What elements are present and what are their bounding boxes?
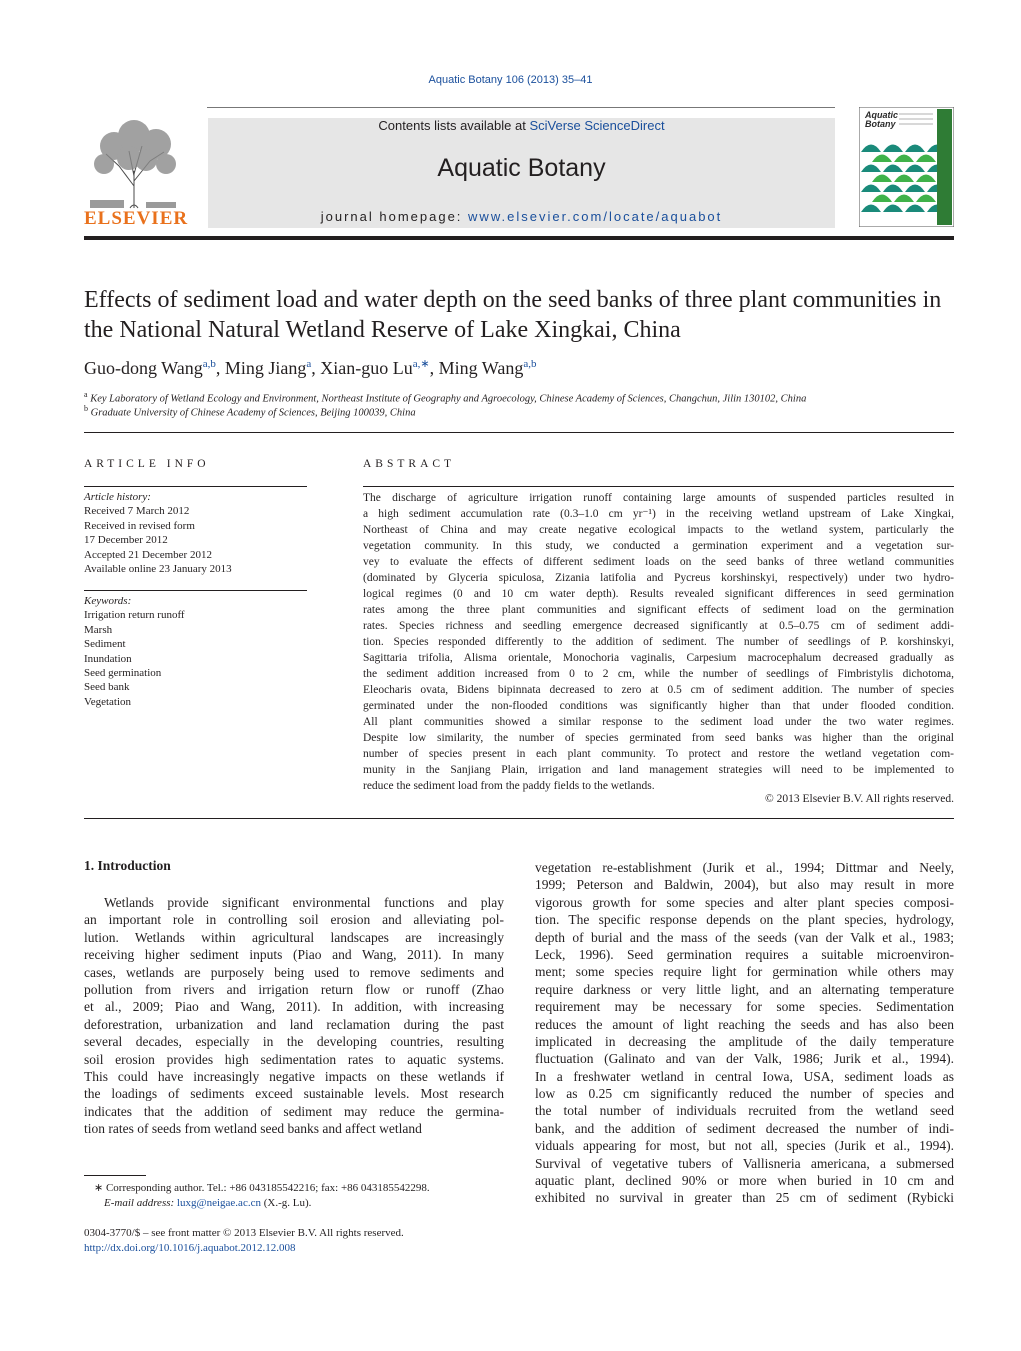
email-line: [84, 1196, 430, 1211]
keyword: Vegetation: [84, 695, 132, 708]
keywords-block: [84, 594, 307, 709]
author-name: Ming Jiang: [224, 358, 307, 378]
doi-link[interactable]: http://dx.doi.org/10.1016/j.aquabot.2012.12.008: [84, 1242, 296, 1254]
copyright-notice: © 2013 Elsevier B.V. All rights reserved.: [765, 793, 954, 805]
journal-reference[interactable]: Aquatic Botany 106 (2013) 35–41: [428, 74, 593, 86]
body-line: exhibited no survival in greater than 25 cm of sediment (Rybicki: [535, 1190, 954, 1206]
abstract-line: the sediment addition increased from 0 to 2 cm, while the number of seedlings of Fimbristylis dichotoma,: [363, 668, 954, 680]
affiliation-a: [84, 390, 806, 405]
header-thick-rule: [84, 236, 954, 240]
sciencedirect-link[interactable]: SciVerse ScienceDirect: [529, 118, 665, 133]
author-separator: ,: [215, 358, 225, 378]
body-line: viduals appearing for most, but not all, species (Jurik et al., 1994).: [535, 1138, 954, 1154]
body-line: Leck, 1996). Seed germination requires a suitable microenviron-: [535, 946, 954, 962]
body-line: several decades, especially in the developing countries, resulting: [84, 1034, 504, 1050]
article-history: [84, 490, 307, 576]
history-entry: Received in revised form: [84, 519, 195, 532]
body-line: vigorous growth for some species and alter plant species composi-: [535, 894, 954, 910]
body-line: an important role in controlling soil erosion and alleviating pol-: [84, 912, 504, 928]
abstract-line: (dominated by Glyceria spiculosa, Zizania latifolia and Pycreus korshinskyi, respectively) under two hydro-: [363, 572, 954, 584]
history-entry: 17 December 2012: [84, 534, 168, 547]
abstract-bottom-rule: [84, 818, 954, 819]
keywords-rule: [84, 590, 307, 591]
abstract-line: Northeast of China and may create negative ecological impacts to the wetland system, particularly the: [363, 524, 954, 536]
author-separator: ,: [311, 358, 321, 378]
body-line: ment; some species require light for germination while others may: [535, 964, 954, 980]
keyword: Sediment: [84, 638, 126, 651]
body-line: vegetation re-establishment (Jurik et al., 1994; Dittmar and Neely,: [535, 860, 954, 875]
abstract-line: logical regimes (0 and 10 cm water depth). Results revealed significant differences in seed germination: [363, 588, 954, 600]
body-line: 1999; Peterson and Baldwin, 2004), but also may result in more: [535, 877, 954, 893]
issn-line: 0304-3770/$ – see front matter © 2013 Elsevier B.V. All rights reserved.: [84, 1227, 404, 1239]
body-line: fluctuation (Galinato and van der Valk, 1986; Jurik et al., 1994).: [535, 1051, 954, 1067]
contents-line: [208, 118, 835, 133]
homepage-line: [208, 209, 835, 224]
abstract-heading: ABSTRACT: [363, 458, 456, 470]
keyword: Irrigation return runoff: [84, 609, 185, 622]
body-line: tion rates of seeds from wetland seed banks and affect wetland: [84, 1121, 422, 1137]
body-line: aquatic plant, declined 90% or more when buried in 10 cm and: [535, 1173, 954, 1189]
body-line: This could have increasingly negative impacts on these wetlands if: [84, 1068, 504, 1084]
abstract-line: munity in the Sanjiang Plain, irrigation and land management strategies will need to be implemented to: [363, 764, 954, 776]
keyword: Seed germination: [84, 667, 162, 680]
keywords-label: Keywords:: [84, 595, 132, 607]
elsevier-wordmark: ELSEVIER: [84, 208, 189, 229]
contents-prefix: Contents lists available at: [378, 118, 530, 133]
author-name: Ming Wang: [438, 358, 524, 378]
abstract-line: vey to evaluate the effects of different sediment loads on the seed banks of three wetland communities: [363, 556, 954, 568]
body-line: lution. Wetlands within agricultural landscapes are increasingly: [84, 929, 504, 945]
body-line: the loadings of sediments exceed sustainable levels. Most research: [84, 1086, 504, 1102]
keyword: Inundation: [84, 652, 132, 665]
abstract-line: The discharge of agriculture irrigation runoff containing large amounts of suspended particles resulted in: [363, 492, 954, 504]
affiliation-mark: a: [84, 390, 88, 399]
footnote: [84, 1181, 430, 1211]
body-line: depth of burial and the mass of the seeds (van der Valk et al., 1983;: [535, 929, 954, 945]
abstract-line: rates among the three plant communities and significant effects of sediment load on the germination: [363, 604, 954, 616]
history-entry: Accepted 21 December 2012: [84, 548, 212, 561]
abstract-line: All plant communities showed a similar response to the sediment load under the two water regimes.: [363, 716, 954, 728]
body-line: et al., 2009; Piao and Wang, 2011). In addition, with increasing: [84, 999, 504, 1015]
history-label: Article history:: [84, 491, 151, 503]
body-column-left: [84, 894, 504, 1137]
affiliation-b: [84, 404, 416, 419]
homepage-label: journal homepage:: [320, 209, 469, 224]
body-line: require darkness or very little light, and an alternating temperature: [535, 981, 954, 997]
body-line: Wetlands provide significant environmental functions and play: [104, 895, 504, 910]
body-line: reduces the amount of light reaching the seeds and has also been: [535, 1016, 954, 1032]
abstract-line: a high sediment accumulation rate (0.3–1.0 cm yr⁻¹) in the receiving wetland upstream of Lake Xingkai,: [363, 508, 954, 520]
article-info-rule: [84, 486, 307, 487]
body-line: soil erosion provides high sedimentation rates to aquatic systems.: [84, 1051, 504, 1067]
article-info-heading: ARTICLE INFO: [84, 458, 210, 470]
abstract-line: Eleocharis ovata, Bidens bipinnata decreased to zero at 0.5 cm of sediment addition. The number of species: [363, 684, 954, 696]
author-affiliation-mark[interactable]: a: [306, 358, 312, 370]
homepage-link[interactable]: www.elsevier.com/locate/aquabot: [468, 209, 723, 224]
author-affiliation-mark[interactable]: a,∗: [412, 358, 430, 370]
author-name: Xian-guo Lu: [320, 358, 413, 378]
body-line: requirement may be necessary for some species. Sedimentation: [535, 999, 954, 1015]
abstract-rule: [363, 486, 954, 487]
body-line: Survival of vegetative tubers of Vallisneria americana, a submersed: [535, 1155, 954, 1171]
email-label: E-mail address:: [104, 1197, 177, 1209]
author-name: Guo-dong Wang: [84, 358, 203, 378]
abstract-line: number of species present in each plant community. To protect and restore the wetland vegetation com-: [363, 748, 954, 760]
body-line: indicates that the addition of sediment may reduce the germina-: [84, 1103, 504, 1119]
abstract-text: [363, 490, 954, 794]
header-rule: [207, 107, 835, 108]
history-list: [84, 504, 307, 576]
author-list: [84, 357, 536, 379]
article-title: Effects of sediment load and water depth on the seed banks of three plant communities in the National Natural Wetland Reserve of Lake Xingkai, China: [84, 287, 942, 343]
author-affiliation-mark[interactable]: a,b: [202, 358, 216, 370]
body-line: receiving higher sediment inputs (Piao and Wang, 2011). In many: [84, 947, 504, 963]
section-rule: [84, 432, 954, 433]
body-line: bank, and the addition of sediment decreased the number of indi-: [535, 1120, 954, 1136]
history-entry: Received 7 March 2012: [84, 505, 190, 518]
introduction-heading: 1. Introduction: [84, 858, 171, 873]
body-line: low as 0.25 cm significantly reduced the number of species and: [535, 1086, 954, 1102]
cover-title: [865, 111, 898, 129]
body-line: cases, wetlands are purposely being used to remove sediments and: [84, 964, 504, 980]
cover-title-line-1: Aquatic: [865, 110, 899, 120]
abstract-line: Despite low similarity, the number of species germinated from seed banks was higher than the original: [363, 732, 954, 744]
abstract-line: tion. Species responded differently to the addition of sediment. The number of seedlings of P. korshinskyi,: [363, 636, 954, 648]
journal-title: Aquatic Botany: [437, 154, 606, 182]
author-affiliation-mark[interactable]: a,b: [523, 358, 537, 370]
cover-title-line-2: Botany: [865, 119, 896, 129]
abstract-line: vegetation community. In this study, we conducted a germination experiment and a vegetation sur-: [363, 540, 954, 552]
history-entry: Available online 23 January 2013: [84, 563, 232, 576]
abstract-line: Sagittaria trifolia, Alisma orientale, Monochoria vaginalis, Carpesium macrocephalum decreased gradually as: [363, 652, 954, 664]
abstract-line: reduce the sediment load from the paddy fields to the wetlands.: [363, 780, 655, 792]
body-column-right: [535, 859, 954, 1207]
journal-cover-image[interactable]: [859, 107, 954, 227]
abstract-line: rates. Species richness and seedling emergence decreased significantly at 0.5–0.75 cm of sediment addi-: [363, 620, 954, 632]
email-link[interactable]: luxg@neigae.ac.cn: [176, 1197, 261, 1209]
affiliation-text: Key Laboratory of Wetland Ecology and Environment, Northeast Institute of Geography and Agroecology, Chinese Academy of Sciences, Changchun, Jilin 130102, China: [90, 393, 807, 405]
author-separator: ,: [429, 358, 439, 378]
body-line: In a freshwater wetland in central Iowa, USA, sediment loads as: [535, 1068, 954, 1084]
affiliation-text: Graduate University of Chinese Academy of Sciences, Beijing 100039, China: [90, 407, 416, 419]
body-line: deforestration, urbanization and land reclamation during the past: [84, 1016, 504, 1032]
keyword: Seed bank: [84, 681, 130, 694]
keywords-list: [84, 608, 307, 709]
body-line: tion. The specific response depends on the plant species, hydrology,: [535, 912, 954, 928]
body-line: pollution from rivers and irrigation return flow or runoff (Zhao: [84, 981, 504, 997]
elsevier-logo[interactable]: [84, 116, 189, 229]
corresponding-author: ∗ Corresponding author. Tel.: +86 043185542216; fax: +86 043185542298.: [94, 1182, 430, 1194]
body-line: implicated in decreasing the amplitude of the daily temperature: [535, 1033, 954, 1049]
body-line: the total number of individuals recruited from the wetland seed: [535, 1103, 954, 1119]
affiliation-mark: b: [84, 404, 88, 413]
footnote-rule: [84, 1175, 146, 1176]
issn-block: [84, 1226, 404, 1256]
abstract-line: germinated under the non-flooded conditions was significantly higher than that under flooded condition.: [363, 700, 954, 712]
keyword: Marsh: [84, 623, 113, 636]
email-suffix: (X.-g. Lu).: [260, 1197, 312, 1209]
